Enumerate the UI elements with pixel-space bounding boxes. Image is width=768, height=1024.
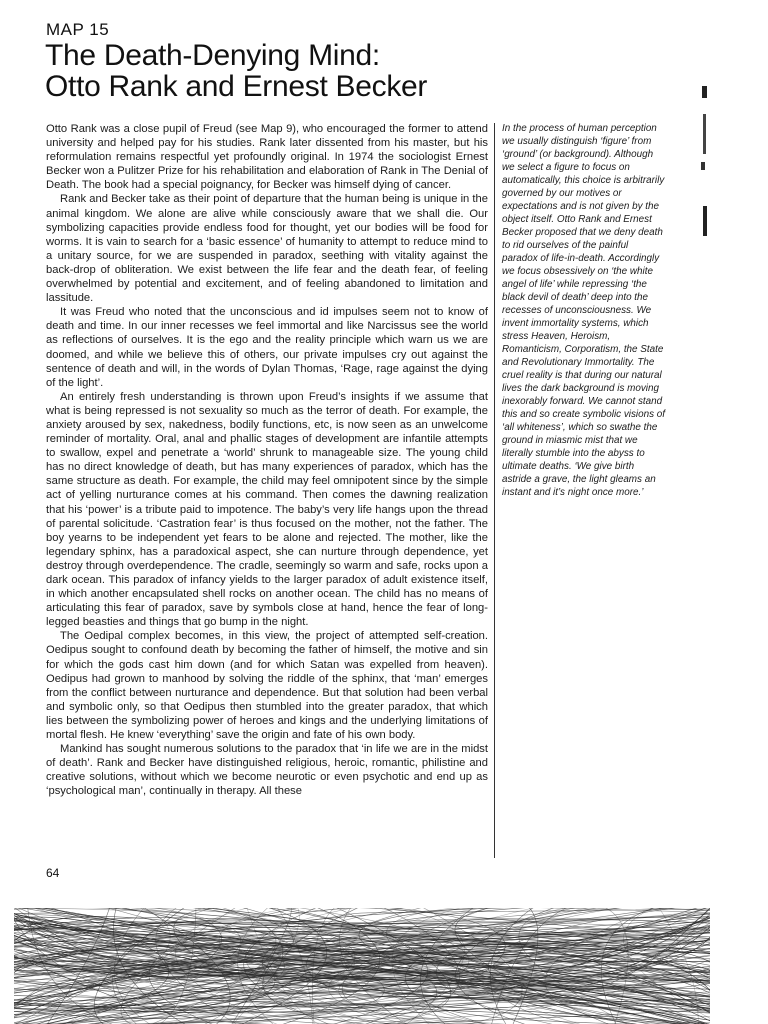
page-title — [45, 40, 427, 102]
paragraph-5: The Oedipal complex becomes, in this view, the project of attempted self-creation. Oedipus sought to confound death by becoming the father of himself, the motive and sin for which the gods cast him down (and for which Satan was expelled from heaven). Oedipus had grown to manhood by solving the riddle of the sphinx, that ‘man’ emerges from the conflict between nurturance and dependence. But that solution had been verbal and symbolic only, so that Oedipus then stumbled into the greater paradox, that which lies between the symbolizing power of heroes and kings and the underlying limitations of mortal flesh. He knew ‘everything’ save the origin and fate of his own body. — [46, 630, 488, 742]
paragraph-2: Rank and Becker take as their point of departure that the human being is unique in the animal kingdom. We alone are alive while consciously aware that we shall die. Our symbolizing capacities provide endless food for thought, yet our bodies will be food for worms. It is vain to search for a ‘basic essence’ of humanity to attempt to reduce mind to a unitary source, for we are suspended in paradox, seething with vitality against the back-drop of obliteration. We exist between the life fear and the death fear, of feeling overwhelmed by potential and excitement, and of feeling abandoned to limitation and lassitude. — [46, 193, 488, 305]
column-divider — [494, 123, 495, 858]
paragraph-4: An entirely fresh understanding is thrown upon Freud’s insights if we assume that what is being repressed is not sexuality so much as the terror of death. For example, the anxiety aroused by sex, nakedness, bodily functions, etc, is now seen as an unwelcome reminder of mortality. Oral, anal and phallic stages of development are infantile attempts to swallow, expel and penetrate a ‘world’ shrunk to manageable size. The young child has no direct knowledge of death, but has many experiences of paradox, which has the same structure as death. For example, the child may feel omnipotent since by the simple act of yelling nurturance comes at his command. Then comes the dawning realization that his ‘power’ is a tribute paid to impotence. The baby’s very life hangs upon the thread of parental solicitude. ‘Castration fear’ is thus focused on the mother, not the father. The boy yearns to be independent yet fears to be alone and rejected. The mother, like the legendary sphinx, has a paradoxical aspect, she can nurture through dependence, yet destroy through overdependence. The cradle, seemingly so warm and safe, rocks upon a dark ocean. This paradox of infancy yields to the larger paradox of adult existence itself, in which another encapsulated shell rocks on another ocean. The child has no means of articulating this fear of paradox, save by symbols close at hand, hence the fear of long-legged beasties and things that go bump in the night. — [46, 390, 488, 629]
title-line-2: Otto Rank and Ernest Becker — [45, 70, 428, 103]
paragraph-3: It was Freud who noted that the unconscious and id impulses seem not to know of death and time. In our inner recesses we feel immortal and like Narcissus see the world as reflections of ourselves. It is the ego and the reality principle which warn us we are doomed, and while we believe this of others, our private impulses cry out against the sentence of death and will, in the words of Dylan Thomas, ‘Rage, rage against the dying of the light’. — [46, 306, 488, 389]
paragraph-6: Mankind has sought numerous solutions to the paradox that ‘in life we are in the midst of death’. Rank and Becker have distinguished religious, heroic, romantic, philistine and creative solutions, without which we become neurotic or even psychotic and end up as ‘psychological man’, continually in therapy. All these — [46, 743, 488, 798]
margin-mark-4 — [703, 206, 707, 236]
margin-mark-2 — [703, 114, 706, 154]
margin-annotation-marks — [690, 84, 720, 244]
etching-lines — [14, 908, 710, 1024]
etched-line-illustration — [14, 908, 710, 1024]
sidebar-caption: In the process of human perception we usually distinguish ‘figure’ from ‘ground’ (or background). Although we select a figure to focus on automatically, this choice is arbitrarily governed by our motives or expectations and is not given by the object itself. Otto Rank and Ernest Becker proposed that we deny death to rid ourselves of the painful paradox of life-in-death. Accordingly we focus obsessively on ‘the white angel of life’ while repressing ‘the black devil of death’ deep into the recesses of unconsciousness. We invent immortality systems, which stress Heaven, Heroism, Romanticism, Corporatism, the State and Revolutionary Immortality. The cruel reality is that during our natural lives the dark background is moving inexorably forward. We cannot stand this and so create symbolic visions of ‘all whiteness’, which so swathe the ground in miasmic mist that we literally stumble into the abyss to ultimate deaths. ‘We give birth astride a grave, the light gleams an instant and it’s night once more.’ — [502, 123, 666, 498]
main-column — [46, 122, 488, 799]
margin-mark-1 — [702, 86, 707, 98]
map-label: MAP 15 — [46, 20, 110, 39]
paragraph-1: Otto Rank was a close pupil of Freud (see Map 9), who encouraged the former to attend university and helped pay for his studies. Rank later dissented from his master, but his reformulation remains respectful yet profoundly original. In 1974 the sociologist Ernest Becker won a Pulitzer Prize for his rehabilitation and elaboration of Rank in The Denial of Death. The book had a special poignancy, for Becker was himself dying of cancer. — [46, 123, 488, 192]
margin-mark-3 — [701, 162, 705, 170]
page-number: 64 — [46, 866, 60, 880]
title-line-1: The Death-Denying Mind: — [45, 39, 380, 72]
